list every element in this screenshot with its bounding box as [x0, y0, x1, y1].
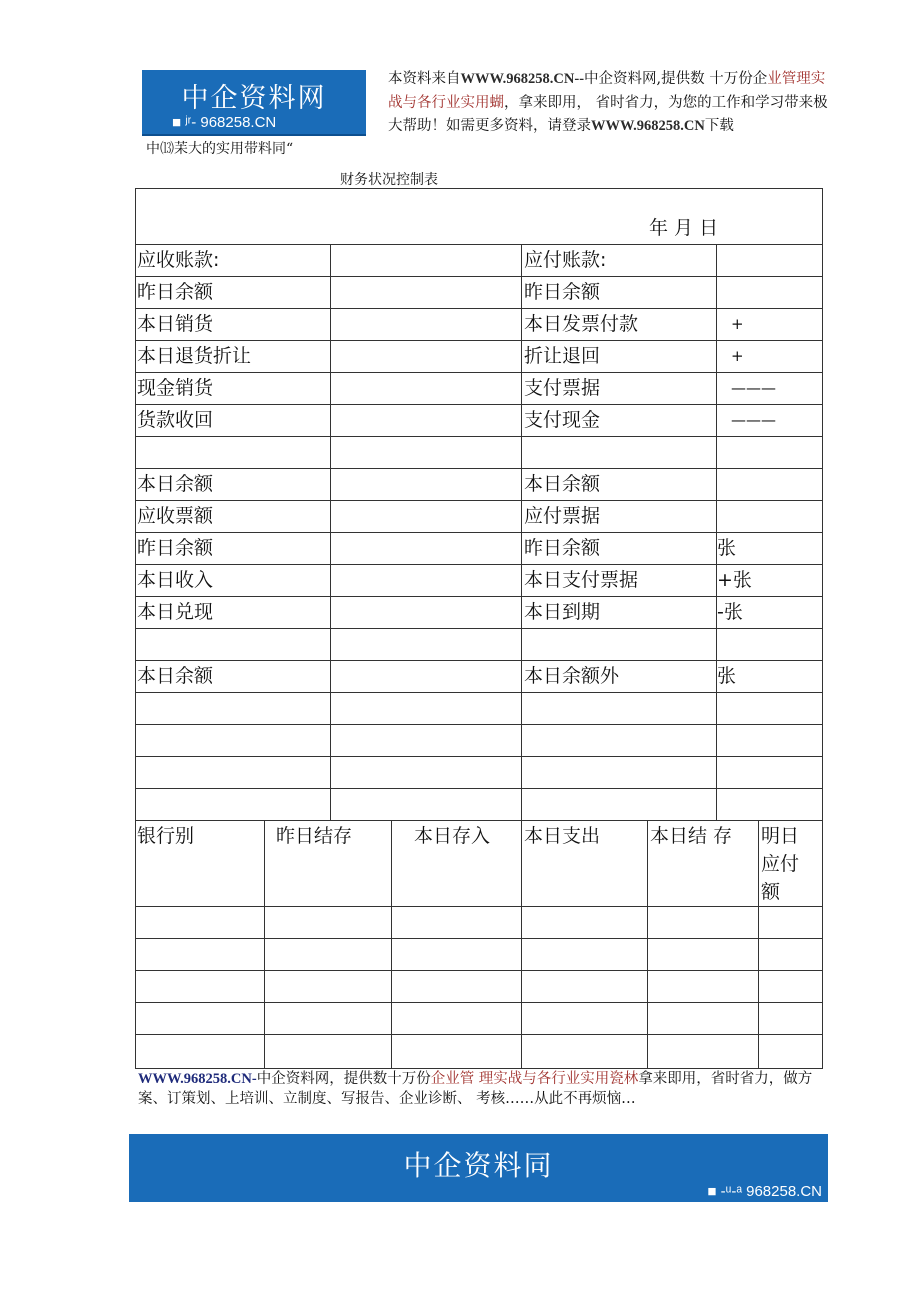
- bank-header-payable: 应付: [761, 853, 800, 875]
- payable-label: 本日发票付款: [524, 313, 639, 335]
- table-rule: [135, 468, 823, 469]
- payable-label: 折让退回: [524, 345, 601, 367]
- entry-mark: +: [731, 315, 744, 333]
- payable-label: 应付账款:: [524, 249, 607, 271]
- receivable-label: 本日退货折让: [137, 345, 252, 367]
- bank-header-withdraw: 本日支出: [524, 825, 601, 847]
- table-rule: [135, 1068, 823, 1069]
- payable-label: 昨日余额: [524, 537, 601, 559]
- payable-label: 支付现金: [524, 409, 601, 431]
- footer-text: WWW.968258.CN-中企资料网，提供数十万份企业管 理实战与各行业实用瓷林拿来即用，省时省力，做方 案、订策划、上培训、立制度、写报告、企业诊断、 考核……从此不再烦恼…: [138, 1071, 813, 1107]
- banner-title: 中企资料同: [403, 1149, 554, 1182]
- entry-mark: +: [731, 347, 744, 365]
- table-rule: [135, 436, 823, 437]
- logo-block: [142, 70, 366, 136]
- payable-label: 本日余额: [524, 473, 601, 495]
- entry-mark: 张: [717, 537, 737, 559]
- table-rule: [135, 340, 823, 341]
- table-rule: [135, 500, 823, 501]
- table-rule: [135, 692, 823, 693]
- logo-caption: 中⒀苿大的实用带料同“: [146, 141, 294, 157]
- bank-header-bank: 银行别: [137, 825, 195, 847]
- table-rule: [330, 244, 331, 821]
- table-rule: [135, 1002, 823, 1003]
- logo-url: ■ ʲʳ- 968258.CN: [172, 114, 277, 131]
- table-rule: [647, 820, 648, 1069]
- footer-banner: [129, 1134, 828, 1202]
- entry-mark: ———: [731, 411, 776, 429]
- table-rule: [716, 244, 717, 821]
- intro-site-link[interactable]: WWW.968258.CN--: [460, 71, 585, 87]
- entry-mark: 张: [717, 665, 737, 687]
- footer-site-link[interactable]: WWW.968258.CN-: [138, 1071, 257, 1087]
- entry-mark: -张: [717, 601, 743, 623]
- entry-mark: +张: [717, 569, 752, 591]
- table-rule: [135, 628, 823, 629]
- table-rule: [135, 970, 823, 971]
- intro-text: 本资料来自WWW.968258.CN--中企资料网,提供数 十万份企业管理实战与各行业实用蝴，拿来即用， 省时省力，为您的工作和学习带来极大帮助！如需更多资料，请登录WWW.968258.CN下载: [388, 71, 828, 134]
- table-rule: [135, 372, 823, 373]
- bank-header-deposit: 本日存入: [414, 825, 491, 847]
- finance-control-table: [135, 188, 822, 1068]
- receivable-label: 本日销货: [137, 313, 214, 335]
- payable-label: 应付票据: [524, 505, 601, 527]
- table-rule: [135, 308, 823, 309]
- table-rule: [521, 244, 522, 821]
- receivable-label: 昨日余额: [137, 537, 214, 559]
- table-rule: [135, 596, 823, 597]
- receivable-label: 货款收回: [137, 409, 214, 431]
- table-rule: [135, 788, 823, 789]
- receivable-label: 本日收入: [137, 569, 214, 591]
- table-rule: [135, 820, 823, 821]
- entry-mark: ———: [731, 379, 776, 397]
- form-title: 财务状况控制表: [340, 172, 438, 188]
- logo-title: 中企资料网: [181, 83, 327, 114]
- table-rule: [135, 188, 823, 189]
- receivable-label: 昨日余额: [137, 281, 214, 303]
- table-rule: [264, 820, 265, 1069]
- table-rule: [391, 820, 392, 1069]
- payable-label: 支付票据: [524, 377, 601, 399]
- bank-header-tomorrow: 明日: [761, 825, 800, 847]
- bank-header-balance: 本日结 存: [650, 825, 733, 847]
- table-rule: [521, 820, 522, 1069]
- bank-header-amount: 额: [761, 881, 781, 903]
- receivable-label: 本日余额: [137, 665, 214, 687]
- banner-url: ■ -ᵘ-ᵃ 968258.CN: [707, 1183, 822, 1200]
- payable-label: 本日到期: [524, 601, 601, 623]
- payable-label: 本日支付票据: [524, 569, 639, 591]
- receivable-label: 本日余额: [137, 473, 214, 495]
- intro-site-link-2[interactable]: WWW.968258.CN: [591, 118, 705, 134]
- table-rule: [135, 724, 823, 725]
- receivable-label: 现金销货: [137, 377, 214, 399]
- table-rule: [758, 820, 759, 1069]
- receivable-label: 应收票额: [137, 505, 214, 527]
- table-rule: [135, 404, 823, 405]
- table-rule: [135, 938, 823, 939]
- payable-label: 昨日余额: [524, 281, 601, 303]
- table-rule: [135, 564, 823, 565]
- table-rule: [135, 532, 823, 533]
- table-rule: [135, 1034, 823, 1035]
- table-rule: [135, 244, 823, 245]
- table-rule: [135, 756, 823, 757]
- table-rule: [135, 276, 823, 277]
- date-line: 年 月 日: [649, 217, 719, 239]
- table-rule: [135, 660, 823, 661]
- table-rule: [135, 906, 823, 907]
- payable-label: 本日余额外: [524, 665, 620, 687]
- bank-header-yesterday: 昨日结存: [276, 825, 353, 847]
- receivable-label: 应收账款:: [137, 249, 220, 271]
- receivable-label: 本日兑现: [137, 601, 214, 623]
